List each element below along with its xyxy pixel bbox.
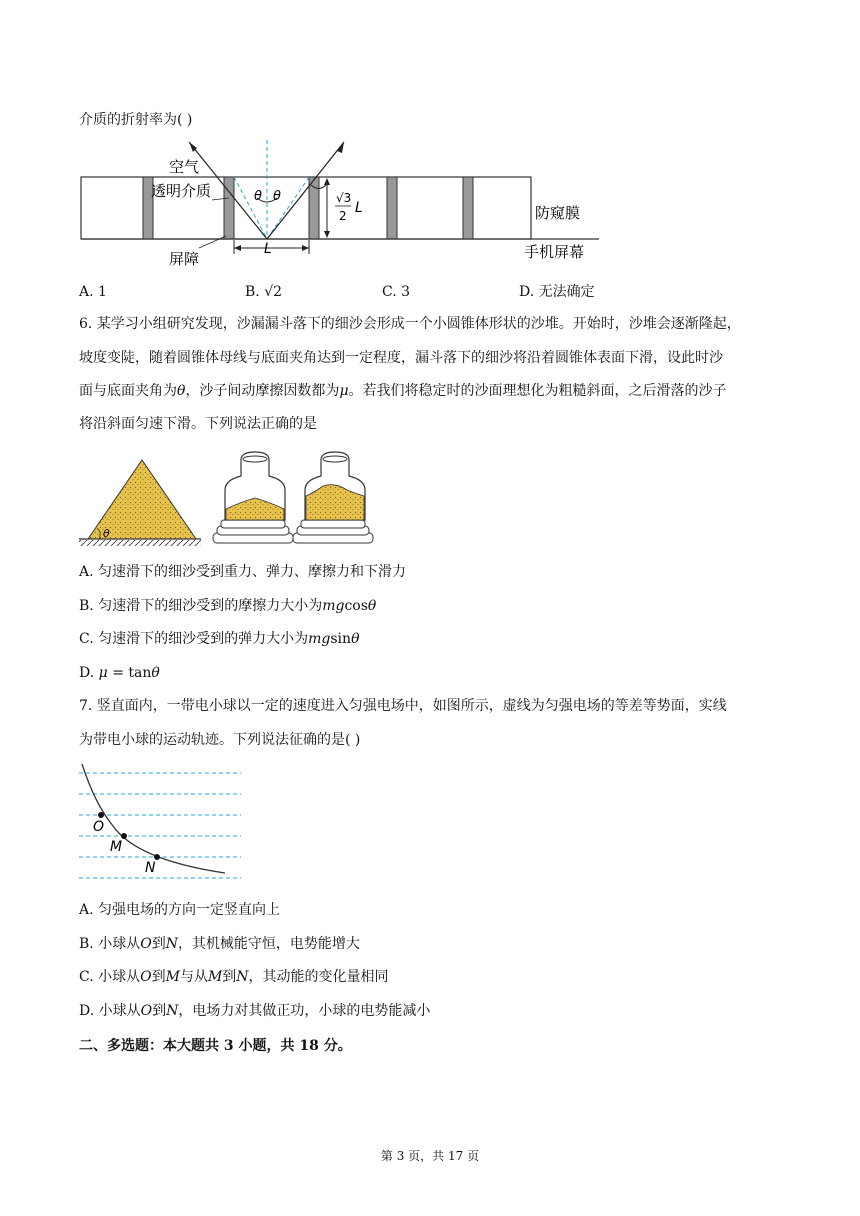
theta-left-label: θ — [254, 189, 262, 204]
air-label: 空气 — [169, 158, 200, 176]
sand-theta-label: θ — [103, 527, 110, 540]
q5-option-a: A. 1 — [79, 284, 107, 300]
q7-option-d: D. 小球从O到N，电场力对其做正功，小球的电势能减小 — [79, 1003, 431, 1019]
q7-line-1: 7. 竖直面内，一带电小球以一定的速度进入匀强电场中，如图所示，虚线为匀强电场的等差等势面，实线 — [79, 698, 727, 714]
q6-line-2: 坡度变陡，随着圆锥体母线与底面夹角达到一定程度，漏斗落下的细沙将沿着圆锥体表面下滑，设此时沙 — [79, 350, 723, 366]
q5-option-d: D. 无法确定 — [519, 284, 595, 300]
height-denominator: 2 — [339, 209, 347, 223]
q5-question-tail: 介质的折射率为( ) — [79, 112, 193, 128]
q7-option-c: C. 小球从O到M与从M到N，其动能的变化量相同 — [79, 969, 389, 985]
screen-label: 手机屏幕 — [524, 243, 585, 261]
film-label: 防窥膜 — [535, 204, 581, 222]
medium-label: 透明介质 — [151, 182, 212, 200]
section-2-heading: 二、多选题：本大题共 3 小题，共 18 分。 — [79, 1038, 352, 1054]
theta-right-label: θ — [273, 189, 281, 204]
page-footer: 第 3 页，共 17 页 — [380, 1149, 480, 1163]
q5-option-b: B. √2 — [245, 284, 283, 300]
point-O-label: O — [93, 819, 105, 835]
q7-line-2: 为带电小球的运动轨迹。下列说法征确的是( ) — [79, 732, 361, 748]
q6-option-c: C. 匀速滑下的细沙受到的弹力大小为mgsinθ — [79, 631, 360, 647]
q6-line-3: 面与底面夹角为θ，沙子间动摩擦因数都为μ。若我们将稳定时的沙面理想化为粗糙斜面，之后滑落的沙子 — [79, 383, 727, 399]
privacy-film-figure — [79, 140, 609, 275]
barrier-label: 屏障 — [169, 250, 200, 268]
q5-option-c: C. 3 — [382, 284, 411, 300]
point-M-label: M — [110, 839, 123, 855]
q7-option-b: B. 小球从O到N，其机械能守恒，电势能增大 — [79, 936, 360, 952]
sand-pile-figure — [79, 446, 379, 550]
height-L-label: L — [355, 200, 363, 216]
q6-line-1: 6. 某学习小组研究发现，沙漏漏斗落下的细沙会形成一个小圆锥体形状的沙堆。开始时，沙堆会逐渐隆起， — [79, 316, 741, 332]
width-L-label: L — [264, 241, 272, 257]
height-numerator: √3 — [336, 191, 352, 205]
q6-option-a: A. 匀速滑下的细沙受到重力、弹力、摩擦力和下滑力 — [79, 564, 407, 580]
q7-option-a: A. 匀强电场的方向一定竖直向上 — [79, 902, 281, 918]
electric-field-figure — [79, 764, 243, 884]
q6-option-b: B. 匀速滑下的细沙受到的摩擦力大小为mgcosθ — [79, 598, 377, 614]
q6-option-d: D. μ = tanθ — [79, 665, 160, 681]
point-N-label: N — [145, 860, 156, 876]
q6-line-4: 将沿斜面匀速下滑。下列说法正确的是 — [79, 416, 317, 432]
